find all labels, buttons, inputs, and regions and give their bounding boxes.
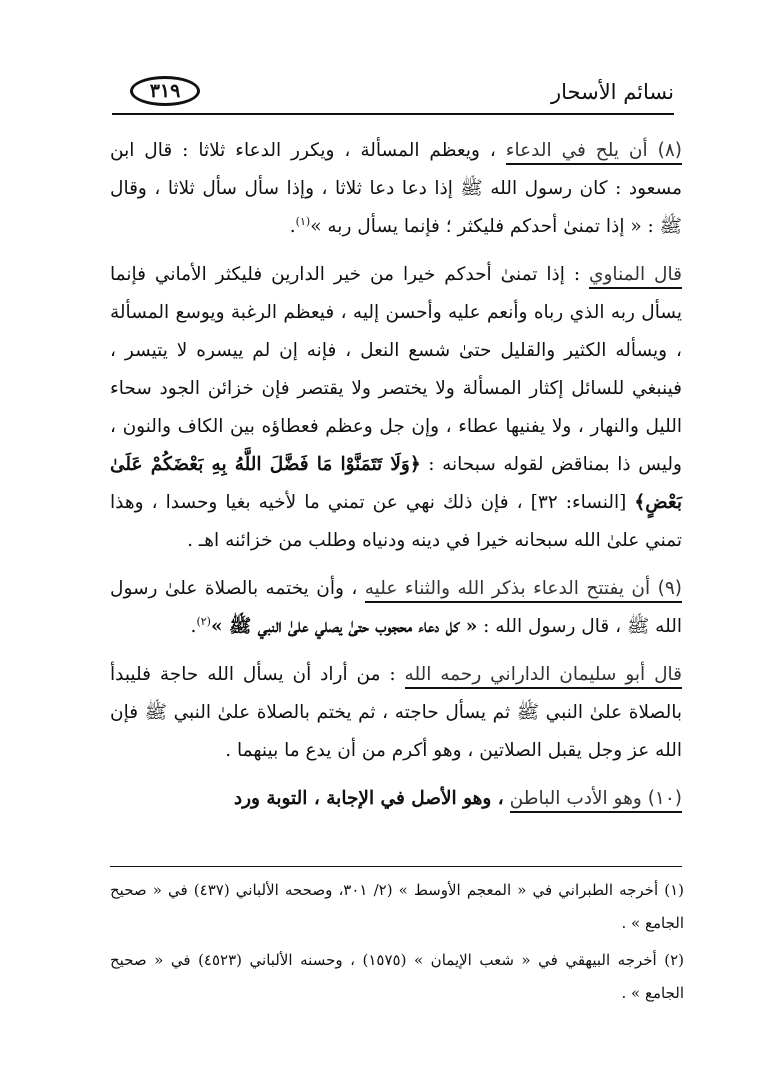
page-header <box>112 66 674 116</box>
page-number: ٣١٩ <box>130 76 200 106</box>
paragraph-munawi <box>110 256 682 560</box>
paragraph-10 <box>110 780 682 818</box>
footnote-rule <box>110 866 682 867</box>
topic-heading: (٩) أن يفتتح الدعاء بذكر الله والثناء عليه <box>365 578 682 603</box>
paragraph-text: ، وأن يختمه بالصلاة علىٰ رسول الله ﷺ ، قال رسول الله : <box>110 578 682 637</box>
paragraph-8: (٨) أن يلح في الدعاء ، ويعظم المسألة ، ويكرر الدعاء ثلاثا : قال ابن مسعود : كان رسول الله ﷺ إذا دعا دعا ثلاثا ، وإذا سأل سأل ثلاثا ، وقال ﷺ : « إذا تمنىٰ أحدكم فليكثر ؛ فإنما يسأل ربه »$^{(١)}$. <box>110 140 682 237</box>
footnotes <box>110 874 684 1014</box>
quran-verse: ﴿وَلَا تَتَمَنَّوْا مَا فَضَّلَ اللَّهُ بِهِ بَعْضَكُمْ عَلَىٰ بَعْضٍ﴾ <box>110 454 682 513</box>
footnote-2: (٢) أخرجه البيهقي في « شعب الإيمان » (١٥٧٥) ، وحسنه الألباني (٤٥٢٣) في « صحيح الجامع » . <box>110 951 684 1002</box>
footnote-1: (١) أخرجه الطبراني في « المعجم الأوسط » (٢/ ٣٠١، وصححه الألباني (٤٣٧) في « صحيح الجامع » . <box>110 881 685 932</box>
footnote-ref: (٢) <box>196 614 211 628</box>
topic-heading: قال أبو سليمان الداراني رحمه الله <box>405 664 682 689</box>
paragraph-text: : من أراد أن يسأل الله حاجة فليبدأ بالصلاة علىٰ النبي ﷺ ثم يسأل حاجته ، ثم يختم بالصلاة علىٰ النبي ﷺ فإن الله عز وجل يقبل الصلاتين ، وهو أكرم من أن يدع ما بينهما . <box>110 664 682 761</box>
body-text <box>110 132 682 828</box>
paragraph-text: [النساء: ٣٢] ، فإن ذلك نهي عن تمني ما لأخيه بغيا وحسدا ، وهذا تمني علىٰ الله سبحانه خيرا في دينه ودنياه وطلب من خزائنه اهـ . <box>110 492 682 551</box>
topic-heading: قال المناوي <box>589 264 682 289</box>
topic-heading: (٨) أن يلح في الدعاء <box>506 140 682 165</box>
hadith-quote: « كل دعاء محجوب حتىٰ يصلي علىٰ النبي ﷺ » <box>210 616 478 637</box>
header-rule <box>112 113 674 115</box>
topic-heading: (١٠) وهو الأدب الباطن <box>510 788 682 813</box>
paragraph-text: : إذا تمنىٰ أحدكم خيرا من خير الدارين فليكثر الأماني فإنما يسأل ربه الذي رباه وأنعم عليه وأحسن إليه ، فيعظم الرغبة ويوسع المسألة ، ويسأله الكثير والقليل حتىٰ شسع النعل ، فإنه إن لم ييسره لا يتيسر ، فينبغي للسائل إكثار المسألة ولا يختصر ولا يقتصر فإن خزائن الجود سحاء الليل والنهار ، ولا يفنيها عطاء ، وإن جل وعظم فعطاؤه بين الكاف والنون ، وليس ذا بمناقض لقوله سبحانه : <box>110 264 682 475</box>
paragraph-darani <box>110 656 682 770</box>
footnote-ref: (١) <box>295 214 311 228</box>
paragraph-9: (٩) أن يفتتح الدعاء بذكر الله والثناء عليه ، وأن يختمه بالصلاة علىٰ رسول الله ﷺ ، قال رسول الله : « كل دعاء محجوب حتىٰ يصلي علىٰ النبي ﷺ »$^{(٢)}$. <box>110 578 682 637</box>
paragraph-text: ، وهو الأصل في الإجابة ، التوبة ورد <box>233 788 504 809</box>
running-title: نسائم الأسحار <box>551 80 674 104</box>
paragraph-text: ، ويعظم المسألة ، ويكرر الدعاء ثلاثا : قال ابن مسعود : كان رسول الله ﷺ إذا دعا دعا ثلاثا ، وإذا سأل سأل ثلاثا ، وقال ﷺ : « إذا تمنىٰ أحدكم فليكثر ؛ فإنما يسأل ربه » <box>110 140 682 237</box>
